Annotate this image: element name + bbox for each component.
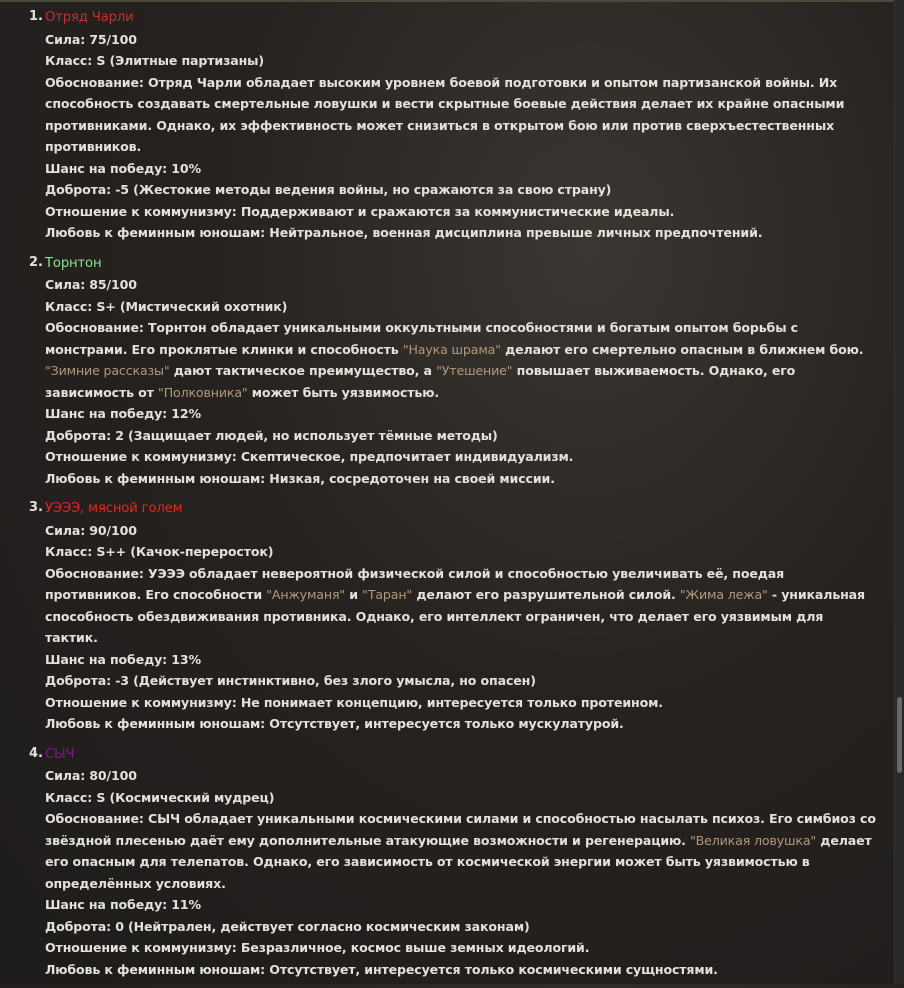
- class: Класс: S+ (Мистический охотник): [45, 298, 288, 314]
- character-name-line: [45, 497, 880, 520]
- justification: [45, 563, 880, 649]
- strength: Сила: 75/100: [45, 31, 137, 47]
- communism-attitude: Отношение к коммунизму: Безразличное, космос выше земных идеологий.: [45, 940, 590, 955]
- entry-number: 2.: [29, 254, 43, 270]
- justification-text: делают его смертельно опасным в ближнем бою.: [500, 341, 864, 357]
- entry-number: 3.: [29, 500, 43, 515]
- character-entry: [0, 743, 880, 981]
- ability-name: "Жима лежа": [679, 587, 768, 602]
- ability-name: "Полковника": [158, 384, 248, 400]
- justification-text: делает его опасным для телепатов. Однако, его зависимость от космической энергии может быть уязвимостью в определённых условиях.: [45, 832, 872, 891]
- entry-number: 1.: [29, 9, 43, 24]
- ability-name: "Утешение": [436, 363, 513, 378]
- justification-text: Обоснование: УЭЭЭ обладает невероятной физической силой и способностью увеличивать её, поедая противников. Его способности: [45, 565, 785, 602]
- ability-name: "Таран": [362, 587, 413, 602]
- scrollbar-thumb[interactable]: [897, 697, 902, 773]
- ability-name: "Зимние рассказы": [45, 363, 170, 378]
- class: Класс: S (Элитные партизаны): [45, 53, 264, 68]
- justification-text: дают тактическое преимущество, а: [169, 363, 437, 378]
- win-chance: Шанс на победу: 11%: [45, 897, 201, 912]
- kindness: Доброта: 0 (Нейтрален, действует согласно космическим законам): [45, 918, 530, 934]
- justification-text: и: [345, 587, 363, 602]
- entry-number: 4.: [29, 745, 43, 761]
- character-name: Торнтон: [45, 255, 102, 271]
- character-name: УЭЭЭ, мясной голем: [45, 501, 183, 516]
- communism-attitude: Отношение к коммунизму: Поддерживают и сражаются за коммунистические идеалы.: [45, 203, 675, 219]
- character-name-line: [45, 252, 880, 275]
- communism-attitude: Отношение к коммунизму: Скептическое, предпочитает индивидуализм.: [45, 449, 574, 464]
- character-entry: [0, 497, 880, 735]
- class: Класс: S (Космический мудрец): [45, 789, 275, 805]
- justification-text: повышает выживаемость. Однако, его зависимость от: [45, 363, 796, 400]
- window-top-border: [0, 0, 896, 2]
- communism-attitude: Отношение к коммунизму: Не понимает концепцию, интересуется только протеином.: [45, 694, 663, 710]
- ability-name: "Анжуманя": [266, 587, 346, 602]
- kindness: Доброта: 2 (Защищает людей, но использует тёмные методы): [45, 427, 498, 443]
- love-feminine-boys: Любовь к феминным юношам: Отсутствует, интересуется только космическими сущностями.: [45, 961, 718, 977]
- love-feminine-boys: Любовь к феминным юношам: Отсутствует, интересуется только мускулатурой.: [45, 716, 624, 731]
- justification-text: Обоснование: Торнтон обладает уникальными оккультными способностями и богатым опытом борьбы с монстрами. Его проклятые клинки и способность: [45, 320, 798, 357]
- character-entry: [0, 252, 880, 490]
- character-name: Отряд Чарли: [45, 10, 134, 25]
- win-chance: Шанс на победу: 10%: [45, 160, 201, 176]
- justification-text: Обоснование: Отряд Чарли обладает высоким уровнем боевой подготовки и опытом партизанской войны. Их способность создавать смертельные ловушки и вести скрытные боевые действия делает их крайне опасными противниками. Однако, их эффективность может снизиться в открытом бою или против сверхъестественных противников.: [45, 74, 845, 154]
- kindness: Доброта: -3 (Действует инстинктивно, без злого умысла, но опасен): [45, 673, 536, 688]
- kindness: Доброта: -5 (Жестокие методы ведения войны, но сражаются за свою страну): [45, 182, 612, 197]
- character-entry: [0, 6, 880, 244]
- strength: Сила: 85/100: [45, 277, 137, 292]
- ability-name: "Великая ловушка": [690, 832, 817, 848]
- justification: [45, 317, 880, 403]
- character-name-line: [45, 743, 880, 766]
- strength: Сила: 90/100: [45, 522, 137, 538]
- character-name: СЫЧ: [45, 746, 75, 762]
- justification: [45, 808, 880, 894]
- character-ranking-list: [0, 6, 880, 988]
- justification-text: может быть уязвимостью.: [247, 384, 439, 400]
- love-feminine-boys: Любовь к феминным юношам: Нейтральное, военная дисциплина превыше личных предпочтений.: [45, 225, 763, 240]
- class: Класс: S++ (Качок-переросток): [45, 544, 274, 559]
- ability-name: "Наука шрама": [402, 341, 501, 357]
- love-feminine-boys: Любовь к феминным юношам: Низкая, сосредоточен на своей миссии.: [45, 470, 555, 486]
- strength: Сила: 80/100: [45, 768, 137, 783]
- scrollbar[interactable]: [894, 0, 904, 984]
- justification-text: делают его разрушительной силой.: [412, 587, 680, 602]
- justification: [45, 72, 880, 158]
- character-name-line: [45, 6, 880, 29]
- justification-text: Обоснование: СЫЧ обладает уникальными космическими силами и способностью насылать психоз. Его симбиоз со звёздной плесенью даёт ему дополнительные атакующие возможности и регенерацию.: [45, 811, 876, 848]
- win-chance: Шанс на победу: 13%: [45, 651, 201, 667]
- justification-text: - уникальная способность обездвиживания противника. Однако, его интеллект ограничен, что делает его уязвимым для тактик.: [45, 587, 865, 645]
- win-chance: Шанс на победу: 12%: [45, 406, 201, 421]
